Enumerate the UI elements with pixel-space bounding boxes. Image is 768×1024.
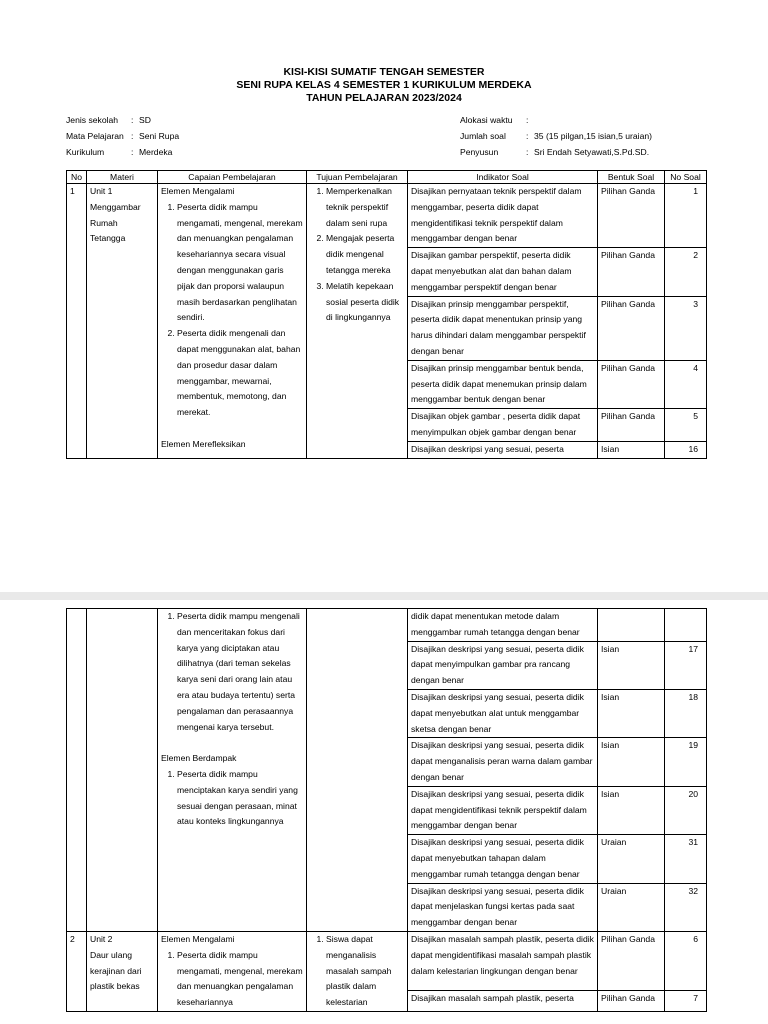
- cell-indikator: Disajikan deskripsi yang sesuai, peserta didik dapat menyebutkan tahapan dalam menggambar rumah tetangga dengan benar: [408, 835, 598, 883]
- cell-indikator: Disajikan objek gambar , peserta didik dapat menyimpulkan objek gambar dengan benar: [408, 409, 598, 442]
- cell-no-soal: 3: [665, 296, 707, 360]
- meta-row-mata-pelajaran: Mata Pelajaran : Seni Rupa: [66, 131, 180, 141]
- cell-bentuk-soal: Pilihan Ganda: [598, 409, 665, 442]
- cell-no-soal: 31: [665, 835, 707, 883]
- meta-row-jumlah-soal: Jumlah soal : 35 (15 pilgan,15 isian,5 uraian): [460, 131, 653, 141]
- column-header-materi: Materi: [87, 171, 158, 184]
- list-item: 1. Siswa dapat menganalisis masalah sampah plastik dalam kelestarian: [326, 932, 404, 1011]
- cell-no-soal: 2: [665, 248, 707, 296]
- capaian-list: [161, 767, 303, 830]
- table-row: [67, 609, 707, 642]
- cell-indikator: Disajikan deskripsi yang sesuai, peserta didik dapat menyimpulkan gambar pra rancang dengan benar: [408, 641, 598, 689]
- cell-indikator: Disajikan deskripsi yang sesuai, peserta didik dapat mengidentifikasi teknik perspektif dalam menggambar dengan benar: [408, 786, 598, 834]
- cell-indikator: Disajikan deskripsi yang sesuai, peserta didik dapat menganalisis peran warna dalam gambar dengan benar: [408, 738, 598, 786]
- title-line-1: KISI-KISI SUMATIF TENGAH SEMESTER: [283, 66, 485, 78]
- tujuan-list: [310, 932, 404, 1011]
- column-header-bentuk: Bentuk Soal: [598, 171, 665, 184]
- cell-bentuk-soal: Isian: [598, 689, 665, 737]
- cell-indikator: Disajikan masalah sampah plastik, peserta didik dapat mengidentifikasi masalah sampah plastik dalam kelestarian lingkungan dengan benar: [408, 931, 598, 990]
- kisi-kisi-table-page-2: [66, 608, 707, 1012]
- capaian-list: [161, 609, 303, 735]
- capaian-list: [161, 948, 303, 1011]
- tujuan-list: [310, 184, 404, 326]
- cell-bentuk-soal: Isian: [598, 786, 665, 834]
- cell-no: 1: [67, 184, 87, 459]
- column-header-tujuan: Tujuan Pembelajaran: [307, 171, 408, 184]
- table-row: [67, 931, 707, 990]
- title-line-3: TAHUN PELAJARAN 2023/2024: [306, 92, 462, 104]
- list-item: 1. Peserta didik mampu mengenali dan menceritakan fokus dari karya yang diciptakan atau dilihatnya (dari teman sekelas karya seni dari orang lain atau era atau budaya tertentu) serta pengalaman dan perasaannya mengenai karya tersebut.: [177, 609, 303, 735]
- cell-bentuk-soal: Isian: [598, 641, 665, 689]
- cell-no-soal: 6: [665, 931, 707, 990]
- meta-info-left: [66, 112, 179, 160]
- cell-materi: [87, 609, 158, 932]
- column-header-capaian: Capaian Pembelajaran: [158, 171, 307, 184]
- title-line-2: SENI RUPA KELAS 4 SEMESTER 1 KURIKULUM MERDEKA: [236, 79, 532, 91]
- table-row: [67, 184, 707, 248]
- cell-bentuk-soal: Pilihan Ganda: [598, 991, 665, 1012]
- capaian-heading: Elemen Mengalami: [161, 186, 235, 196]
- column-header-no-soal: No Soal: [665, 171, 707, 184]
- cell-bentuk-soal: [598, 609, 665, 642]
- cell-bentuk-soal: Uraian: [598, 835, 665, 883]
- column-header-indikator: Indikator Soal: [408, 171, 598, 184]
- cell-no-soal: 19: [665, 738, 707, 786]
- cell-capaian: [158, 184, 307, 459]
- cell-no: [67, 609, 87, 932]
- cell-tujuan: [307, 609, 408, 932]
- cell-no-soal: 32: [665, 883, 707, 931]
- cell-materi: Unit 2 Daur ulang kerajinan dari plastik bekas: [87, 931, 158, 1011]
- kisi-kisi-table-page-1: [66, 170, 707, 459]
- list-item: 1. Peserta didik mampu menciptakan karya sendiri yang sesuai dengan perasaan, minat atau konteks lingkungannya: [177, 767, 303, 830]
- cell-bentuk-soal: Pilihan Ganda: [598, 296, 665, 360]
- cell-bentuk-soal: Pilihan Ganda: [598, 248, 665, 296]
- cell-capaian: [158, 609, 307, 932]
- cell-tujuan: [307, 184, 408, 459]
- meta-row-penyusun: Penyusun : Sri Endah Setyawati,S.Pd.SD.: [460, 147, 650, 157]
- meta-row-alokasi-waktu: Alokasi waktu :: [460, 115, 529, 125]
- cell-bentuk-soal: Uraian: [598, 883, 665, 931]
- cell-bentuk-soal: Pilihan Ganda: [598, 931, 665, 990]
- list-item: 1. Peserta didik mampu mengamati, mengenal, merekam dan menuangkan pengalaman kesehariannya secara visual dengan menggunakan garis pijak dan proporsi walaupun masih berdasarkan penglihatan sendiri.: [177, 200, 303, 326]
- capaian-heading: Elemen Berdampak: [161, 753, 237, 764]
- list-item: 2. Peserta didik mengenali dan dapat menggunakan alat, bahan dan prosedur dasar dalam menggambar, mewarnai, membentuk, memotong, dan merekat.: [177, 326, 303, 421]
- list-item: 1. Memperkenalkan teknik perspektif dalam seni rupa: [326, 184, 404, 231]
- cell-tujuan: [307, 931, 408, 1011]
- cell-indikator: Disajikan pernyataan teknik perspektif dalam menggambar, peserta didik dapat mengidentifikasi teknik perspektif dalam menggambar dengan benar: [408, 184, 598, 248]
- cell-indikator: Disajikan deskripsi yang sesuai, peserta didik dapat menyebutkan alat untuk menggambar sketsa dengan benar: [408, 689, 598, 737]
- cell-no-soal: 4: [665, 360, 707, 408]
- cell-no-soal: 16: [665, 441, 707, 458]
- cell-indikator: Disajikan deskripsi yang sesuai, peserta didik dapat menjelaskan fungsi kertas pada saat menggambar dengan benar: [408, 883, 598, 931]
- column-header-no: No: [67, 171, 87, 184]
- list-item: 2. Mengajak peserta didik mengenal tetangga mereka: [326, 231, 404, 278]
- cell-no-soal: [665, 609, 707, 642]
- meta-info-right: [460, 112, 652, 160]
- document-title: [0, 66, 768, 105]
- cell-indikator: Disajikan masalah sampah plastik, peserta: [408, 991, 598, 1012]
- cell-no-soal: 18: [665, 689, 707, 737]
- cell-materi: Unit 1 Menggambar Rumah Tetangga: [87, 184, 158, 459]
- table-header-row: [67, 171, 707, 184]
- meta-row-jenis-sekolah: Jenis sekolah : SD: [66, 115, 151, 125]
- cell-indikator: Disajikan prinsip menggambar perspektif, peserta didik dapat menentukan prinsip yang harus dihindari dalam menggambar perspektif dengan benar: [408, 296, 598, 360]
- cell-no: 2: [67, 931, 87, 1011]
- capaian-list: [161, 200, 303, 421]
- cell-bentuk-soal: Pilihan Ganda: [598, 360, 665, 408]
- list-item: 3. Melatih kepekaan sosial peserta didik di lingkungannya: [326, 279, 404, 326]
- cell-bentuk-soal: Pilihan Ganda: [598, 184, 665, 248]
- cell-no-soal: 1: [665, 184, 707, 248]
- cell-indikator: Disajikan deskripsi yang sesuai, peserta: [408, 441, 598, 458]
- cell-indikator: Disajikan gambar perspektif, peserta didik dapat menyebutkan alat dan bahan dalam menggambar perspektif dengan benar: [408, 248, 598, 296]
- cell-bentuk-soal: Isian: [598, 738, 665, 786]
- cell-capaian: [158, 931, 307, 1011]
- meta-row-kurikulum: Kurikulum : Merdeka: [66, 147, 173, 157]
- list-item: 1. Peserta didik mampu mengamati, mengenal, merekam dan menuangkan pengalaman kesehariannya: [177, 948, 303, 1011]
- cell-no-soal: 20: [665, 786, 707, 834]
- capaian-heading: Elemen Mengalami: [161, 933, 235, 944]
- cell-no-soal: 5: [665, 409, 707, 442]
- cell-indikator: Disajikan prinsip menggambar bentuk benda, peserta didik dapat menemukan prinsip dalam menggambar bentuk dengan benar: [408, 360, 598, 408]
- cell-bentuk-soal: Isian: [598, 441, 665, 458]
- cell-no-soal: 7: [665, 991, 707, 1012]
- cell-no-soal: 17: [665, 641, 707, 689]
- cell-indikator: didik dapat menentukan metode dalam menggambar rumah tetangga dengan benar: [408, 609, 598, 642]
- capaian-heading: Elemen Merefleksikan: [161, 438, 246, 449]
